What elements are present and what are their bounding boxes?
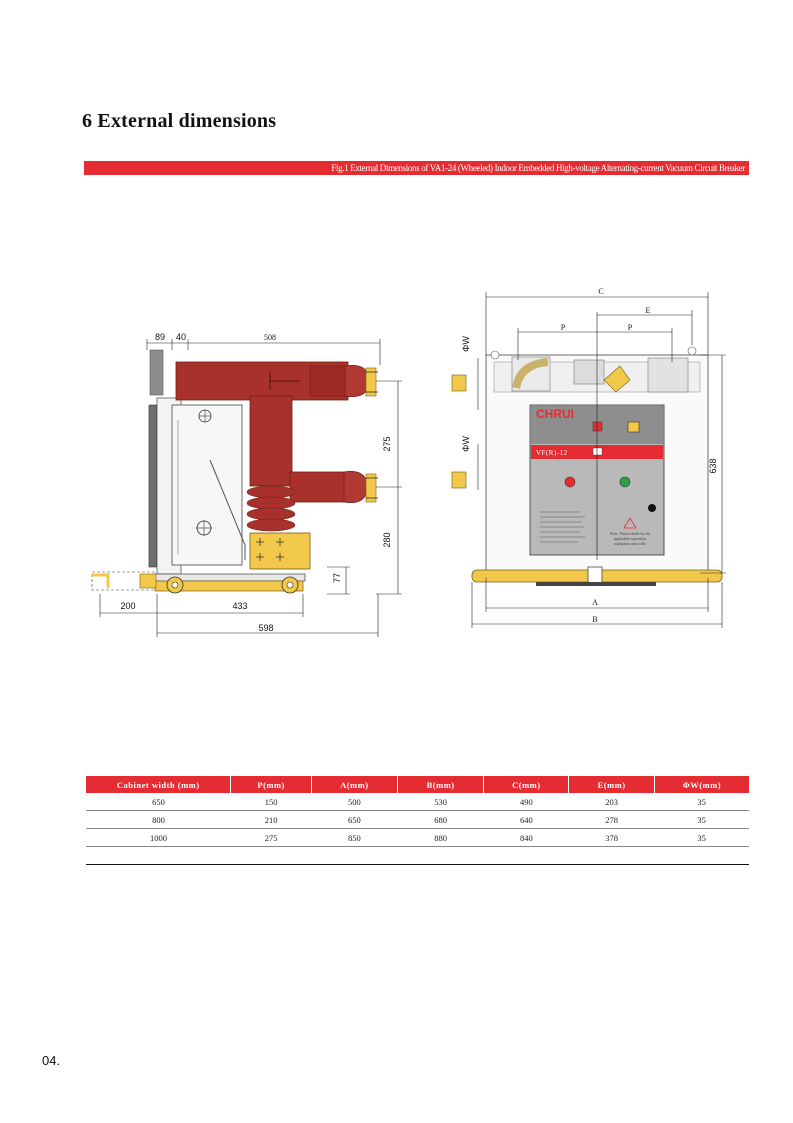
side-view-drawing	[92, 332, 402, 637]
header-cabinet-width: Cabinet width (mm)	[86, 776, 231, 793]
figure-caption: Fig.1 External Dimensions of VA1-24 (Wheeled) Indoor Embedded High-voltage Alternating-current Vacuum Circuit Breaker	[331, 163, 745, 173]
header-a: A(mm)	[311, 776, 397, 793]
table-header-row	[86, 776, 749, 793]
dim-638: 638	[708, 458, 718, 474]
header-b: B(mm)	[398, 776, 484, 793]
page-number: 04.	[42, 1053, 61, 1068]
table-cell: 490	[484, 793, 569, 811]
header-e: E(mm)	[569, 776, 654, 793]
table-row	[86, 811, 749, 829]
dim-200: 200	[120, 601, 136, 611]
dim-phiW-top: ΦW	[461, 336, 471, 352]
dim-598: 598	[258, 623, 274, 633]
section-title: 6 External dimensions	[82, 110, 277, 132]
table-row	[86, 829, 749, 847]
table-cell: 840	[484, 829, 569, 847]
dim-P-left: P	[560, 323, 566, 332]
dim-433: 433	[232, 601, 248, 611]
header-c: C(mm)	[484, 776, 569, 793]
table-cell: 880	[398, 829, 484, 847]
table-cell: 650	[311, 811, 397, 829]
note-line-1: Note: Please abide by the	[609, 531, 651, 536]
model-label: VF(R)-12	[536, 449, 568, 457]
table-cell: 150	[231, 793, 311, 811]
table-cell: 530	[398, 793, 484, 811]
table-cell: 640	[484, 811, 569, 829]
table-cell: 210	[231, 811, 311, 829]
dim-280: 280	[382, 532, 392, 548]
table-cell: 35	[654, 811, 749, 829]
table-cell: 278	[569, 811, 654, 829]
dim-40: 40	[176, 332, 187, 342]
dim-508: 508	[264, 333, 276, 342]
dim-E: E	[645, 306, 651, 315]
table-cell: 275	[231, 829, 311, 847]
table-cell: 800	[86, 811, 231, 829]
table-cell: 500	[311, 793, 397, 811]
dim-A: A	[592, 598, 598, 607]
table-cell: 35	[654, 829, 749, 847]
header-phiw: ΦW(mm)	[654, 776, 749, 793]
dim-P-right: P	[627, 323, 633, 332]
front-view-drawing	[452, 287, 726, 628]
dim-phiW-bottom: ΦW	[461, 436, 471, 452]
brand-logo: CHRUI	[536, 407, 574, 421]
table-cell: 680	[398, 811, 484, 829]
table-cell: 1000	[86, 829, 231, 847]
note-line-2: applicable operation	[613, 536, 647, 541]
dim-89: 89	[155, 332, 166, 342]
table-cell: 850	[311, 829, 397, 847]
dim-C: C	[598, 287, 604, 296]
table-cell: 378	[569, 829, 654, 847]
table-cell: 650	[86, 793, 231, 811]
header-p: P(mm)	[231, 776, 311, 793]
table-row	[86, 793, 749, 811]
dim-77: 77	[332, 572, 342, 584]
table-blank-cell	[86, 847, 749, 865]
dim-275: 275	[382, 436, 392, 452]
table-blank-row	[86, 847, 749, 865]
dimension-table	[86, 776, 749, 865]
dim-B: B	[592, 615, 598, 624]
table-cell: 35	[654, 793, 749, 811]
table-cell: 203	[569, 793, 654, 811]
note-line-3: regulation and code.	[613, 541, 647, 546]
